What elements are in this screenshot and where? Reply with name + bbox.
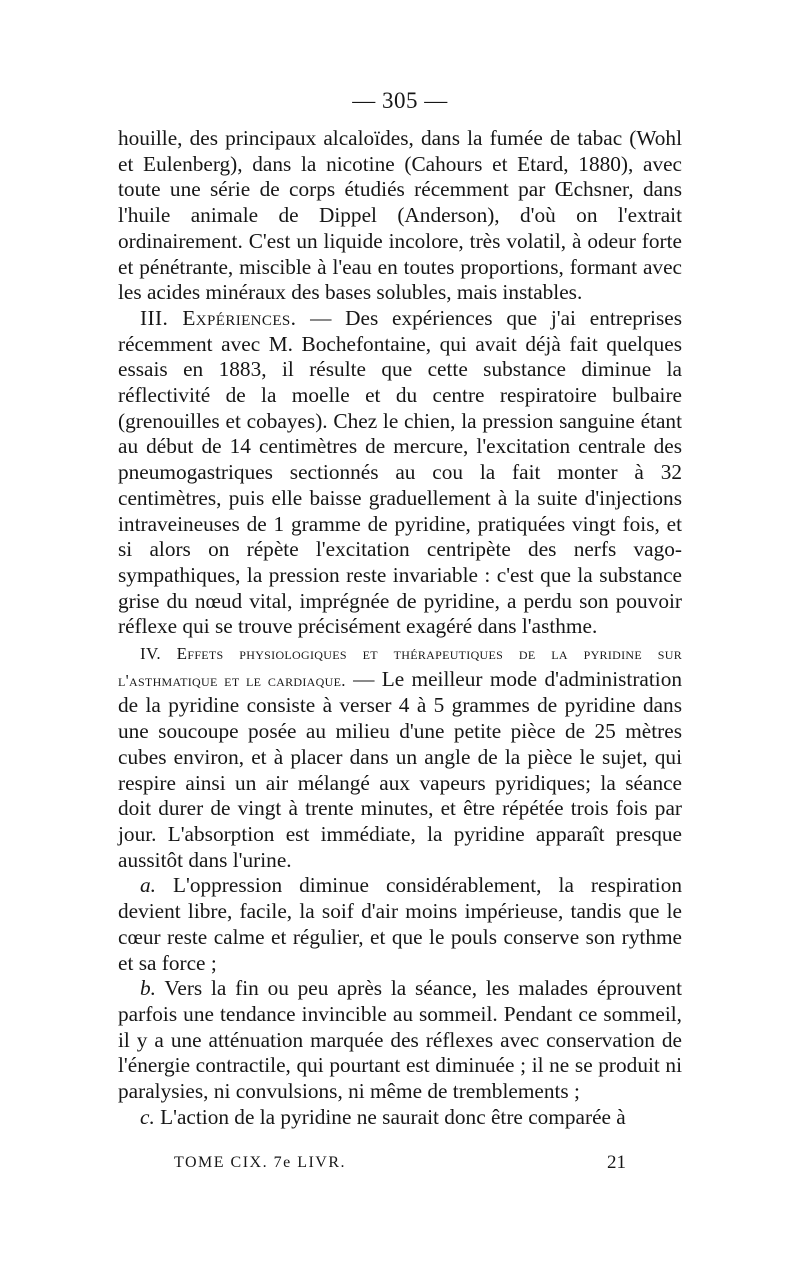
item-b-label: b. bbox=[140, 976, 156, 1001]
item-a bbox=[118, 873, 682, 976]
item-b bbox=[118, 976, 682, 1105]
item-c-label: c. bbox=[140, 1104, 155, 1129]
page-number: — 305 — bbox=[352, 88, 448, 113]
item-a-text: L'oppression diminue considérablement, la respiration devient libre, facile, la soif d'air moins impérieuse, tandis que le cœur reste calme et régulier, et que le pouls conserve son rythme et sa force ; bbox=[118, 873, 682, 975]
section-effects bbox=[118, 640, 682, 873]
section-experiences bbox=[118, 306, 682, 640]
item-a-label: a. bbox=[140, 873, 156, 898]
signature-mark: 21 bbox=[607, 1152, 626, 1173]
section-heading-experiences: III. Expériences. bbox=[140, 305, 297, 330]
paragraph-intro: houille, des principaux alcaloïdes, dans la fumée de tabac (Wohl et Eulenberg), dans la nicotine (Cahours et Etard, 1880), avec toute une série de corps étudiés récemment par Œchsner, dans l'huile animale de Dippel (Anderson), d'où on l'extrait ordinairement. C'est un liquide incolore, très volatil, à odeur forte et pénétrante, miscible à l'eau en toutes proportions, formant avec les acides minéraux des bases solubles, mais instables. bbox=[118, 126, 682, 305]
section-text-experiences: — Des expériences que j'ai entreprises récemment avec M. Bochefontaine, qui avait déjà fait quelques essais en 1883, il résulte que cette substance diminue la réflectivité de la moelle et du centre respiratoire bulbaire (grenouilles et cobayes). Chez le chien, la pression sanguine étant au début de 14 centimètres de mercure, l'excitation centrale des pneumogastriques sectionnés au cou la fait monter à 32 centimètres, puis elle baisse graduellement à la suite d'injections intraveineuses de 1 gramme de pyridine, pratiquées vingt fois, et si alors on répète l'excitation centripète des nerfs vago-sympathiques, la pression reste invariable : c'est que la substance grise du nœud vital, imprégnée de pyridine, a perdu son pouvoir réflexe qui se trouve précisément exagéré dans l'asthme. bbox=[118, 305, 682, 639]
item-c bbox=[118, 1105, 682, 1131]
item-c-text: L'action de la pyridine ne saurait donc être comparée à bbox=[154, 1104, 626, 1129]
body-text bbox=[118, 126, 682, 1130]
section-text-effects: — Le meilleur mode d'administration de la pyridine consiste à verser 4 à 5 grammes de pyridine dans une soucoupe posée au milieu d'une petite pièce de 25 mètres cubes environ, et à placer dans un angle de la pièce le sujet, qui respire ainsi un air mélangé aux vapeurs pyridiques; la séance doit durer de vingt à trente minutes, et être répétée trois fois par jour. L'absorption est immédiate, la pyridine apparaît presque aussitôt dans l'urine. bbox=[118, 666, 682, 872]
footer-volume: TOME CIX. 7e LIVR. bbox=[174, 1154, 347, 1171]
section-heading-effects: IV. Effets physiologiques et thérapeutiques de la pyridine sur l'asthmatique et le cardiaque. bbox=[118, 644, 682, 690]
page-footer bbox=[174, 1154, 626, 1172]
item-b-text: Vers la fin ou peu après la séance, les malades éprouvent parfois une tendance invincible au sommeil. Pendant ce sommeil, il y a une atténuation marquée des réflexes avec conservation de l'énergie contractile, qui pourtant est diminuée ; il ne se produit ni paralysies, ni convulsions, ni même de tremblements ; bbox=[118, 976, 682, 1104]
